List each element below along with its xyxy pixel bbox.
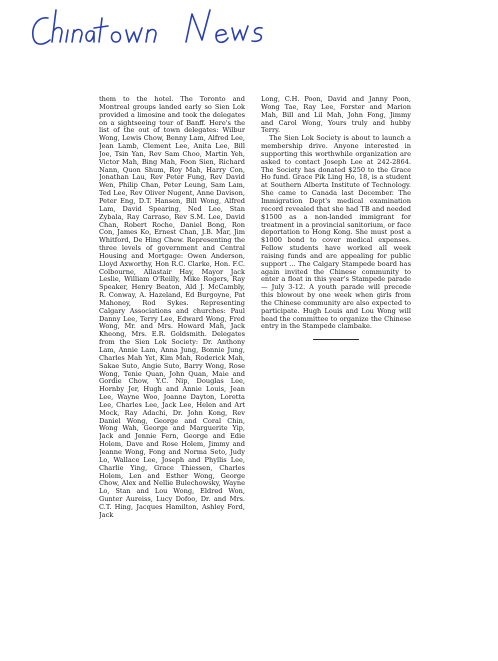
left-column-text: them to the hotel. The Toronto and Montreal groups landed early so Sien Lok provided a limosine and took the delegates on a sightseeing tour of Banff. Here's the list of the out of town delegates: Wilbur Wong, Lewis Chow, Benny Lam, Alfred Lee, Jean Lamb, Clement Lee, Anita Lee, Bill Joe, Tsin Yan, Rev Sam Choo, Martin Yeh, Victor Mah, Bing Mah, Foon Sien, Richard Nann, Quon Shum, Roy Mah, Harry Con, Jonathan Lau, Rev Peter Fung, Rev David Wen, Philip Chan, Peter Leung, Sam Lam, Ted Lee, Rev Oliver Nugent, Anne Davison, Peter Eng, D.T. Hansen, Bill Wong, Alfred Lam, David Spearing, Ned Lee, Stan Zybala, Ray Carraso, Rev S.M. Lee, David Chan, Robert Roche, Daniel Bong, Ron Con, James Ko, Ernest Chan, J.B. Mar, Jim Whitford, De Hing Chew. Representing the three levels of government and Central Housing and Mortgage: Owen Anderson, Lloyd Axworthy, Hon R.C. Clarke, Hon. F.C. Colbourne, Allastair Hay, Mayor Jack Leslie, William O'Reilly, Mike Rogers, Ray Speaker, Henry Beaton, Ald J. McCambly, R. Conway, A. Hazeland, Ed Burgoyne, Pat Mahoney, Rod Sykes. Representing Calgary Associations and churches: Paul Danny Lee, Terry Lee, Edward Wong, Fred Wong, Mr. and Mrs. Howard Mah, Jack Kheong, Mrs. E.R. Goldsmith. Delegates from the Sien Lok Society: Dr. Anthony Lam, Annie Lam, Anna Jung, Bonnie Jung, Charles Mah Yet, Kim Mah, Roderick Mah, Sakae Suto, Angie Suto, Barry Wong, Rose Wong, Tenie Quan, John Quan, Maie and Gordie Chow, Y.C. Nip, Douglas Lee, Hornby Jer, Hugh and Annie Louis, Jean Lee, Wayne Woo, Joanne Dayton, Loretta Lee, Charles Lee, Jack Lee, Helen and Art Mock, Ray Adachi, Dr. John Kong, Rev Daniel Wong, George and Coral Chin, Wong Wah, George and Marguerite Yip, Jack and Jennie Fern, George and Edie Holem, Dave and Rose Holem, Jimmy and Jeanne Wong, Fong and Norma Seto, Judy Lo, Wallace Lee, Joseph and Phyllis Lee, Charlie Ying, Grace Thiessen, Charles Holem, Len and Esther Wong, George Chow, Alex and Nellie Bulechowsky, Wayne Lo, Stan and Lou Wong, Eldred Won, Gunter Aureiss, Lucy Dofoo, Dr. and Mrs. C.T. Hing, Jacques Hamilton, Ashley Ford, Jack (99, 96, 245, 519)
left-column (99, 96, 245, 656)
right-column-paragraph-1: Long, C.H. Poon, David and Janny Poon, Wong Tae, Ray Lee, Forster and Marion Mah, Bill and Lil Mah, John Fong, Jimmy and Carol Wong, Yours truly and hubby Terry. (261, 95, 411, 135)
right-column (261, 96, 411, 340)
handwritten-signature-drawing (26, 4, 286, 52)
handwritten-annotation (26, 4, 286, 52)
article-end-rule (313, 339, 359, 340)
right-column-paragraph-2: The Sien Lok Society is about to launch a membership drive. Anyone interested in supporting this worthwhile organization are asked to contact Joseph Lee at 242-2864. The Society has donated $250 to the Grace Ho fund. Grace Pik Ling Ho, 18, is a student at Southern Alberta Institute of Technology. She came to Canada last December. The Immigration Dept's medical examination record revealed that she had TB and needed $1500 as a non-landed immigrant for treatment in a provincial sanitorium, or face deportation to Hong Kong. She must post a $1000 bond to cover medical expenses. Fellow students have worked all week raising funds and are appealing for public support ... The Calgary Stampede board has again invited the Chinese community to enter a float in this year's Stampede parade — July 3-12. A youth parade will precede this blowout by one week when girls from the Chinese community are also expected to participate. Hugh Louis and Lou Wong will head the committee to organize the Chinese entry in the Stampede clambake. (261, 134, 411, 331)
newspaper-clipping (99, 96, 411, 656)
